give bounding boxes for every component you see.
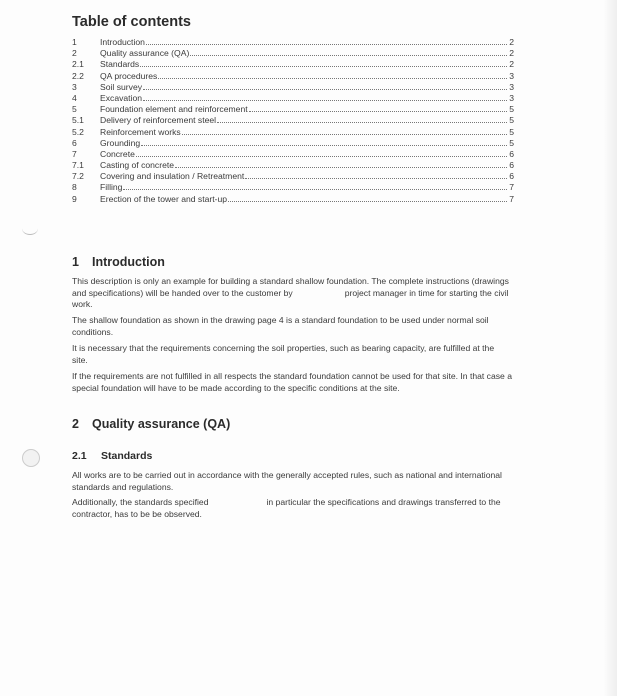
toc-entry[interactable] xyxy=(72,104,514,115)
toc-entry-label: Concrete xyxy=(100,148,135,159)
toc-entry-number: 9 xyxy=(72,193,77,204)
toc-entry-page: 6 xyxy=(509,148,514,159)
toc-entry[interactable] xyxy=(72,59,514,70)
toc-leader-dots xyxy=(143,88,507,90)
section-number: 2 xyxy=(72,417,79,431)
toc-entry[interactable] xyxy=(72,138,514,149)
section-2-1-heading xyxy=(72,450,152,462)
punch-hole-mark xyxy=(22,222,38,235)
toc-entry-number: 7.2 xyxy=(72,171,84,182)
section-2-1-paragraph-2 xyxy=(72,497,512,520)
toc-entry[interactable] xyxy=(72,182,514,193)
paragraph-text: project manager in time for starting the civil work. xyxy=(72,287,509,309)
page-edge-shadow xyxy=(603,0,617,696)
toc-entry-number: 6 xyxy=(72,137,77,148)
toc-entry-page: 7 xyxy=(509,182,514,193)
toc-entry-page: 5 xyxy=(509,104,514,115)
toc-entry[interactable] xyxy=(72,82,514,93)
toc-entry-label: Introduction xyxy=(100,37,145,47)
toc-entry-label: Standards xyxy=(100,59,140,70)
section-1-heading xyxy=(72,255,165,269)
toc-entry-page: 7 xyxy=(509,193,514,204)
section-1-paragraph-4: If the requirements are not fulfilled in all respects the standard foundation cannot be used for that site. In that case a special foundation will have to be made according to the specific conditions at the site. xyxy=(72,371,512,393)
section-1-paragraph-1 xyxy=(72,276,512,311)
toc-entry[interactable] xyxy=(72,171,514,182)
toc-entry[interactable] xyxy=(72,48,514,59)
toc-entry-label: Reinforcement works xyxy=(100,126,181,137)
toc-entry-number: 3 xyxy=(72,81,77,92)
toc-entry-page: 6 xyxy=(509,171,514,182)
table-of-contents xyxy=(72,37,514,205)
paragraph-text: Additionally, the standards specified xyxy=(72,497,209,507)
toc-entry-number: 2.2 xyxy=(72,70,84,81)
toc-entry-label: Covering and insulation / Retreatment xyxy=(100,171,245,182)
toc-entry-page: 5 xyxy=(509,115,514,126)
toc-entry-label: Soil survey xyxy=(100,81,143,92)
toc-title: Table of contents xyxy=(72,14,191,30)
toc-entry-label: Casting of concrete xyxy=(100,160,175,171)
toc-entry-page: 5 xyxy=(509,137,514,148)
toc-entry[interactable] xyxy=(72,160,514,171)
punch-hole xyxy=(22,449,40,467)
toc-entry-label: Filling xyxy=(100,182,123,193)
toc-entry[interactable] xyxy=(72,37,514,48)
toc-entry-label: Quality assurance (QA) xyxy=(100,48,190,59)
toc-entry-page: 2 xyxy=(509,59,514,70)
toc-leader-dots xyxy=(228,200,507,202)
toc-entry-number: 2.1 xyxy=(72,59,84,70)
toc-entry[interactable] xyxy=(72,149,514,160)
toc-entry-number: 4 xyxy=(72,92,77,103)
paragraph-text: in particular the specifications and drawings transferred to the contractor, has to be be observed. xyxy=(72,497,501,519)
toc-entry-number: 5.1 xyxy=(72,115,84,126)
toc-entry-label: QA procedures xyxy=(100,70,158,81)
section-title: Introduction xyxy=(92,255,165,269)
section-2-1-paragraph-1: All works are to be carried out in accordance with the generally accepted rules, such as national and international standards and regulations. xyxy=(72,470,502,492)
toc-leader-dots xyxy=(249,110,507,112)
toc-entry[interactable] xyxy=(72,194,514,205)
toc-entry-page: 6 xyxy=(509,160,514,171)
toc-entry-label: Delivery of reinforcement steel xyxy=(100,115,217,126)
toc-entry-number: 7 xyxy=(72,148,77,159)
toc-entry-label: Foundation element and reinforcement xyxy=(100,104,248,115)
section-1-paragraph-2: The shallow foundation as shown in the drawing page 4 is a standard foundation to be used under normal soil conditions. xyxy=(72,315,489,337)
toc-entry-page: 3 xyxy=(509,92,514,103)
toc-entry-page: 3 xyxy=(509,81,514,92)
section-2-heading xyxy=(72,417,230,431)
toc-entry[interactable] xyxy=(72,127,514,138)
toc-leader-dots xyxy=(140,65,507,67)
toc-leader-dots xyxy=(146,43,507,45)
section-title: Standards xyxy=(101,450,153,462)
section-title: Quality assurance (QA) xyxy=(92,417,231,431)
toc-leader-dots xyxy=(190,54,507,56)
toc-entry-page: 3 xyxy=(509,70,514,81)
section-1-paragraph-3: It is necessary that the requirements concerning the soil properties, such as bearing capacity, are fulfilled at the site. xyxy=(72,343,495,365)
toc-entry-label: Excavation xyxy=(100,92,143,103)
toc-entry-label: Grounding xyxy=(100,137,141,148)
toc-leader-dots xyxy=(123,188,507,190)
toc-entry-page: 2 xyxy=(509,37,514,47)
toc-leader-dots xyxy=(175,166,507,168)
toc-leader-dots xyxy=(182,133,507,135)
section-number: 1 xyxy=(72,255,79,269)
toc-entry-number: 5.2 xyxy=(72,126,84,137)
toc-entry-number: 1 xyxy=(72,37,77,47)
toc-entry[interactable] xyxy=(72,71,514,82)
toc-entry-number: 7.1 xyxy=(72,160,84,171)
paragraph-text: This description is only an example for building a standard shallow foundation. The complete instructions (drawings and specifications) will be handed over to the customer by xyxy=(72,276,509,298)
toc-leader-dots xyxy=(143,99,507,101)
toc-entry-page: 2 xyxy=(509,48,514,59)
toc-entry-number: 2 xyxy=(72,48,77,59)
toc-entry[interactable] xyxy=(72,115,514,126)
toc-leader-dots xyxy=(141,144,507,146)
toc-entry-page: 5 xyxy=(509,126,514,137)
section-number: 2.1 xyxy=(72,450,87,462)
toc-leader-dots xyxy=(136,155,507,157)
toc-leader-dots xyxy=(217,121,507,123)
toc-leader-dots xyxy=(245,177,507,179)
toc-entry[interactable] xyxy=(72,93,514,104)
toc-leader-dots xyxy=(158,77,507,79)
toc-entry-number: 5 xyxy=(72,104,77,115)
toc-entry-number: 8 xyxy=(72,182,77,193)
toc-entry-label: Erection of the tower and start-up xyxy=(100,193,228,204)
